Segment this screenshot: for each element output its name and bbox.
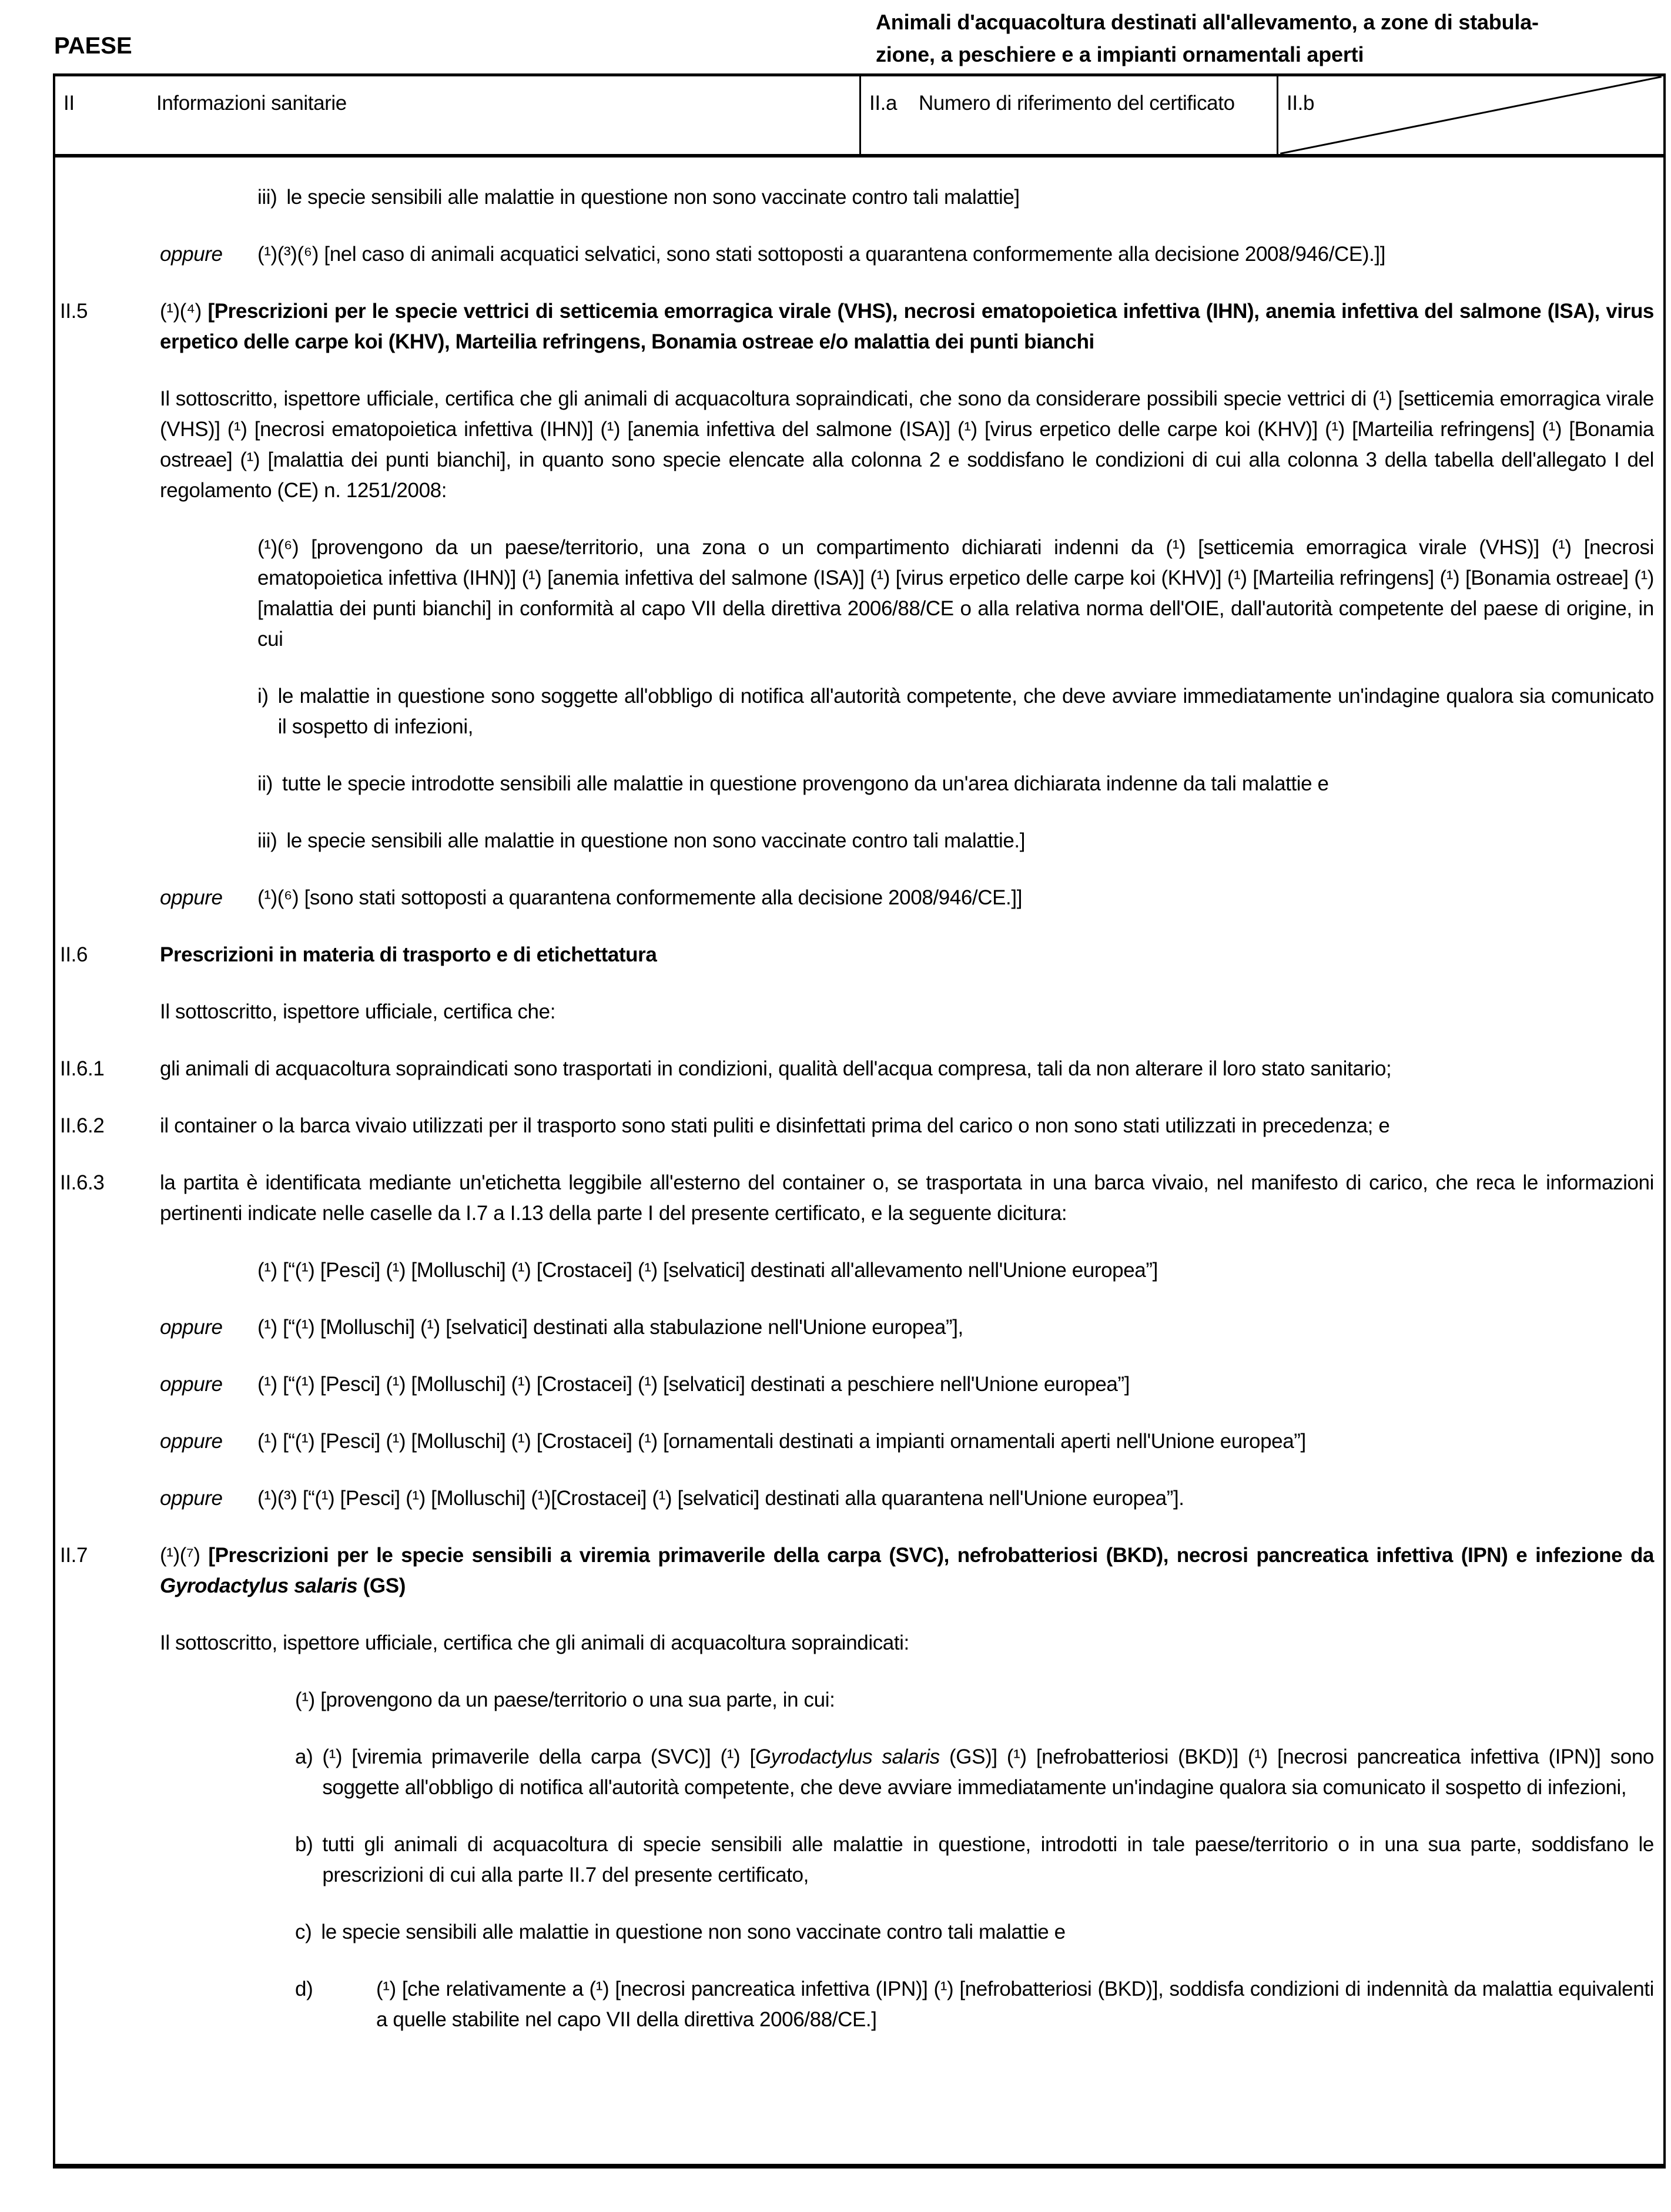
block-text: Il sottoscritto, ispettore ufficiale, certifica che: — [160, 1000, 556, 1023]
list-item-text: le malattie in questione sono soggette all'obbligo di notifica all'autorità competente, che deve avviare immediatamente un'indagine qualora sia comunicato il sospetto di infezioni, — [277, 685, 1654, 738]
body-block — [60, 296, 1654, 357]
list-item-text: (¹) [che relativamente a (¹) [necrosi pancreatica infettiva (IPN)] (¹) [nefrobatteriosi (BKD)], soddisfa condizioni di indennità da malattia equivalenti a quelle stabilite nel capo VII della direttiva 2006/88/CE.] — [376, 1978, 1654, 2031]
body-block — [60, 1628, 1654, 1658]
body-block — [60, 826, 1654, 856]
country-label: PAESE — [54, 33, 132, 59]
list-item-text: tutte le specie introdotte sensibili alle malattie in questione provengono da un'area dichiarata indenne da tali malattie e — [282, 772, 1329, 795]
block-text: Prescrizioni in materia di trasporto e di etichettatura — [160, 943, 657, 966]
block-text — [257, 681, 1654, 742]
alternative-lead-word: oppure — [160, 243, 223, 266]
body-block — [60, 1369, 1654, 1400]
list-item-text: (¹) [viremia primaverile della carpa (SVC)] (¹) [Gyrodactylus salaris (GS)] (¹) [nefrobatteriosi (BKD)] (¹) [necrosi pancreatica infettiva (IPN)] sono soggette all'obbligo di notifica all'autorità competente, che deve avviare immediatamente un'indagine qualora sia comunicato il sospetto di infezioni, — [322, 1745, 1655, 1799]
block-text: (¹) [“(¹) [Molluschi] (¹) [selvatici] destinati alla stabulazione nell'Unione europea”], — [257, 1316, 963, 1339]
section-label-health-info: Informazioni sanitarie — [156, 92, 347, 115]
block-text — [257, 769, 1654, 799]
block-text: la partita è identificata mediante un'etichetta leggibile all'esterno del container o, se trasportata in una barca vivaio, nel manifesto di carico, che reca le informazioni pertinenti indicate nelle caselle da I.7 a I.13 della parte I del presente certificato, e la seguente dicitura: — [160, 1171, 1654, 1225]
alternative-lead-word: oppure — [160, 1487, 223, 1510]
body-block — [60, 681, 1654, 742]
list-marker: c) — [295, 1921, 312, 1943]
body-block — [60, 883, 1654, 913]
body-block — [60, 1829, 1654, 1891]
document-title-line2: zione, a peschiere e a impianti ornamentali aperti — [876, 42, 1364, 66]
body-block — [60, 1426, 1654, 1457]
block-text: Il sottoscritto, ispettore ufficiale, certifica che gli animali di acquacoltura sopraindicati: — [160, 1631, 909, 1654]
body-block — [60, 239, 1654, 270]
body-block — [60, 1974, 1654, 2035]
list-marker: iii) — [257, 186, 277, 209]
alternative-lead-word: oppure — [160, 886, 223, 909]
block-text: il container o la barca vivaio utilizzati per il trasporto sono stati puliti e disinfettati prima del carico o non sono stati utilizzati in precedenza; e — [160, 1114, 1390, 1137]
body-block — [60, 1685, 1654, 1715]
body-block — [60, 1917, 1654, 1948]
section-code-iib: II.b — [1287, 92, 1315, 115]
block-text: (¹) [“(¹) [Pesci] (¹) [Molluschi] (¹) [Crostacei] (¹) [ornamentali destinati a impianti ornamentali aperti nell'Unione europea”] — [257, 1430, 1306, 1453]
list-marker: b) — [295, 1833, 313, 1856]
block-text: (¹) [provengono da un paese/territorio o una sua parte, in cui: — [295, 1688, 835, 1711]
block-text — [295, 1917, 1654, 1948]
body-block — [60, 1742, 1654, 1803]
block-text — [295, 1974, 1654, 2035]
block-text — [257, 182, 1654, 213]
body-block — [60, 1540, 1654, 1601]
alternative-lead-word: oppure — [160, 1430, 223, 1453]
list-item-text: le specie sensibili alle malattie in questione non sono vaccinate contro tali malattie e — [321, 1921, 1066, 1943]
body-block — [60, 1255, 1654, 1286]
section-code-ii: II — [63, 92, 75, 115]
block-text — [295, 1829, 1654, 1891]
clause-number: II.5 — [60, 300, 88, 323]
certificate-body — [55, 157, 1663, 2164]
block-text: (¹)(⁶) [sono stati sottoposti a quarantena conformemente alla decisione 2008/946/CE.]] — [257, 886, 1023, 909]
header-cell-health-info — [55, 76, 859, 154]
body-block — [60, 1168, 1654, 1229]
block-text: Il sottoscritto, ispettore ufficiale, certifica che gli animali di acquacoltura sopraindicati, che sono da considerare possibili specie vettrici di (¹) [setticemia emorragica virale (VHS)] (¹) [necrosi ematopoietica infettiva (IHN)] (¹) [anemia infettiva del salmone (ISA)] (¹) [virus erpetico delle carpe koi (KHV)] (¹) [Marteilia refringens] (¹) [Bonamia ostreae] (¹) [malattia dei punti bianchi], in quanto sono specie elencate alla colonna 2 e soddisfano le condizioni di cui alla colonna 3 della tabella dell'allegato I del regolamento (CE) n. 1251/2008: — [160, 387, 1654, 502]
document-title — [876, 6, 1667, 71]
list-marker: ii) — [257, 772, 273, 795]
body-block — [60, 182, 1654, 213]
clause-number: II.6.3 — [60, 1171, 105, 1194]
list-marker: d) — [295, 1978, 313, 2000]
body-block — [60, 769, 1654, 799]
block-text: (¹) [“(¹) [Pesci] (¹) [Molluschi] (¹) [Crostacei] (¹) [selvatici] destinati all'allevamento nell'Unione europea”] — [257, 1259, 1158, 1282]
list-item-text: le specie sensibili alle malattie in questione non sono vaccinate contro tali malattie.] — [286, 829, 1026, 852]
header-cell-iib — [1277, 76, 1663, 154]
block-text: (¹)(³) [“(¹) [Pesci] (¹) [Molluschi] (¹)[Crostacei] (¹) [selvatici] destinati alla quarantena nell'Unione europea”]. — [257, 1487, 1184, 1510]
clause-number: II.6.2 — [60, 1114, 105, 1137]
list-marker: i) — [257, 685, 269, 708]
clause-number: II.7 — [60, 1544, 88, 1567]
body-block — [60, 384, 1654, 506]
body-block — [60, 1483, 1654, 1514]
header-cell-certificate-number — [859, 76, 1277, 154]
body-block — [60, 1312, 1654, 1343]
list-marker: a) — [295, 1745, 313, 1768]
clause-number: II.6 — [60, 943, 88, 966]
document-title-line1: Animali d'acquacoltura destinati all'allevamento, a zone di stabula- — [876, 10, 1539, 34]
block-text — [257, 826, 1654, 856]
block-text — [295, 1742, 1654, 1803]
body-block — [60, 532, 1654, 655]
block-text: (¹)(⁶) [provengono da un paese/territorio, una zona o un compartimento dichiarati indenni da (¹) [setticemia emorragica virale (VHS)] (¹) [necrosi ematopoietica infettiva (IHN)] (¹) [anemia infettiva del salmone (ISA)] (¹) [virus erpetico delle carpe koi (KHV)] (¹) [Marteilia refringens] (¹) [Bonamia ostreae] (¹) [malattia dei punti bianchi] in conformità al capo VII della direttiva 2006/88/CE o alla relativa norma dell'OIE, dall'autorità competente del paese di origine, in cui — [257, 536, 1654, 651]
list-item-text: le specie sensibili alle malattie in questione non sono vaccinate contro tali malattie] — [286, 186, 1020, 209]
clause-number: II.6.1 — [60, 1057, 105, 1080]
alternative-lead-word: oppure — [160, 1316, 223, 1339]
diagonal-strikethrough-line — [1278, 76, 1663, 154]
alternative-lead-word: oppure — [160, 1373, 223, 1396]
list-item-text: tutti gli animali di acquacoltura di specie sensibili alle malattie in questione, introdotti in tale paese/territorio o in una sua parte, soddisfano le prescrizioni di cui alla parte II.7 del presente certificato, — [322, 1833, 1654, 1886]
block-text: gli animali di acquacoltura sopraindicati sono trasportati in condizioni, qualità dell'acqua compresa, tali da non alterare il loro stato sanitario; — [160, 1057, 1392, 1080]
certificate-table — [53, 73, 1666, 2169]
section-code-iia: II.a — [869, 92, 898, 115]
body-block — [60, 940, 1654, 970]
block-text: (¹)(⁴) [Prescrizioni per le specie vettrici di setticemia emorragica virale (VHS), necrosi ematopoietica infettiva (IHN), anemia infettiva del salmone (ISA), virus erpetico delle carpe koi (KHV), Marteilia refringens, Bonamia ostreae e/o malattia dei punti bianchi — [160, 300, 1654, 353]
body-block — [60, 1054, 1654, 1084]
block-text: (¹)(³)(⁶) [nel caso di animali acquatici selvatici, sono stati sottoposti a quarantena conformemente alla decisione 2008/946/CE).]] — [257, 243, 1386, 266]
list-marker: iii) — [257, 829, 277, 852]
body-block — [60, 1111, 1654, 1141]
block-text: (¹) [“(¹) [Pesci] (¹) [Molluschi] (¹) [Crostacei] (¹) [selvatici] destinati a peschiere nell'Unione europea”] — [257, 1373, 1130, 1396]
body-block — [60, 997, 1654, 1027]
section-label-certificate-number: Numero di riferimento del certificato — [919, 92, 1235, 115]
block-text: (¹)(⁷) [Prescrizioni per le specie sensibili a viremia primaverile della carpa (SVC), nefrobatteriosi (BKD), necrosi pancreatica infettiva (IPN) e infezione da Gyrodactylus salaris (GS) — [160, 1544, 1654, 1597]
table-header-row — [55, 76, 1663, 157]
